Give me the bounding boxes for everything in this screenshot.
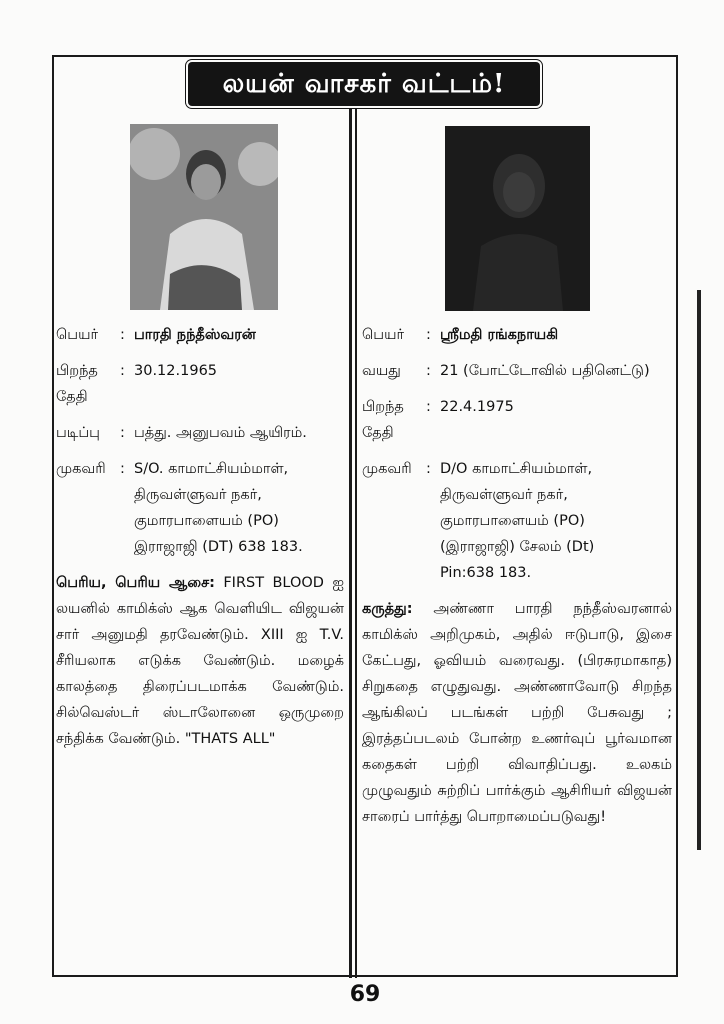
name-label: பெயர்	[56, 327, 99, 343]
address-line: திருவள்ளுவர் நகர்,	[134, 487, 262, 503]
address-line: குமாரபாளையம் (PO)	[134, 513, 279, 529]
age-label: வயது	[362, 363, 401, 379]
address-value	[440, 456, 672, 586]
address-line: இராஜாஜி (DT) 638 183.	[134, 539, 303, 555]
address-line: D/O காமாட்சியம்மாள்,	[440, 461, 593, 477]
address-line: S/O. காமாட்சியம்மாள்,	[134, 461, 289, 477]
wish-paragraph	[56, 570, 344, 752]
wish-heading: பெரிய, பெரிய ஆசை:	[56, 575, 215, 591]
column-divider-inner	[355, 86, 357, 978]
scan-edge-mark	[697, 290, 701, 850]
address-line: (இராஜாஜி) சேலம் (Dt)	[440, 539, 595, 555]
education-label: படிப்பு	[56, 425, 100, 441]
address-row: முகவரி : S/O. காமாட்சியம்மாள், திருவள்ளுவர் நகர், குமாரபாளையம் (PO) இராஜாஜி (DT) 638 183.	[56, 456, 344, 560]
age-value: 21 (போட்டோவில் பதினெட்டு)	[440, 363, 650, 379]
page-title: லயன் வாசகர் வட்டம்!	[188, 62, 540, 106]
dob-value: 30.12.1965	[134, 363, 218, 379]
right-profile	[362, 322, 672, 830]
name-value: பாரதி நந்தீஸ்வரன்	[134, 327, 256, 343]
address-line: Pin:638 183.	[440, 565, 532, 581]
address-label: முகவரி	[362, 461, 412, 477]
name-label: பெயர்	[362, 327, 405, 343]
address-line: குமாரபாளையம் (PO)	[440, 513, 585, 529]
column-divider	[349, 86, 352, 978]
education-value: பத்து. அனுபவம் ஆயிரம்.	[134, 425, 307, 441]
right-portrait-photo	[445, 126, 590, 311]
dob-row: பிறந்த தேதி : 30.12.1965	[56, 358, 344, 410]
opinion-paragraph	[362, 596, 672, 830]
page-number: 69	[349, 982, 381, 1007]
address-value	[134, 456, 344, 560]
address-row: முகவரி : D/O காமாட்சியம்மாள், திருவள்ளுவர் நகர், குமாரபாளையம் (PO) (இராஜாஜி) சேலம் (Dt) Pin:638 183.	[362, 456, 672, 586]
dob-row: பிறந்த தேதி : 22.4.1975	[362, 394, 672, 446]
name-row: பெயர் : பாரதி நந்தீஸ்வரன்	[56, 322, 344, 348]
left-portrait-photo	[130, 124, 278, 310]
name-value: ஸ்ரீமதி ரங்கநாயகி	[440, 327, 559, 343]
address-label: முகவரி	[56, 461, 106, 477]
wish-text: FIRST BLOOD ஐ லயனில் காமிக்ஸ் ஆக வெளியிட விஜயன் சார் அனுமதி தரவேண்டும். XIII ஐ T.V. சீரியலாக எடுக்க வேண்டும். மழைக் காலத்தை திரைப்படமாக்க வேண்டும். சில்வெஸ்டர் ஸ்டாலோனை ஒருமுறை சந்திக்க வேண்டும். "THATS ALL"	[56, 575, 344, 747]
opinion-heading: கருத்து:	[362, 601, 413, 617]
person-figure-icon	[130, 124, 278, 310]
person-figure-icon	[445, 126, 590, 311]
address-line: திருவள்ளுவர் நகர்,	[440, 487, 568, 503]
dob-label: பிறந்த தேதி	[56, 363, 98, 405]
dob-value: 22.4.1975	[440, 399, 514, 415]
opinion-text: அண்ணா பாரதி நந்தீஸ்வரனால் காமிக்ஸ் அறிமுகம், அதில் ஈடுபாடு, இசை கேட்பது, ஓவியம் வரைவது. (பிரசுரமாகாத) சிறுகதை எழுதுவது. அண்ணாவோடு சிறந்த ஆங்கிலப் படங்கள் பற்றி பேசுவது ; இரத்தப்படலம் போன்ற உணர்வுப் பூர்வமான கதைகள் பற்றி விவாதிப்பது. உலகம் முழுவதும் சுற்றிப் பார்க்கும் ஆசிரியர் விஜயன் சாரைப் பார்த்து பொறாமைப்படுவது!	[362, 601, 673, 825]
name-row: பெயர் : ஸ்ரீமதி ரங்கநாயகி	[362, 322, 672, 348]
left-profile	[56, 322, 344, 752]
age-row: வயது : 21 (போட்டோவில் பதினெட்டு)	[362, 358, 672, 384]
dob-label: பிறந்த தேதி	[362, 399, 404, 441]
education-row: படிப்பு : பத்து. அனுபவம் ஆயிரம்.	[56, 420, 344, 446]
